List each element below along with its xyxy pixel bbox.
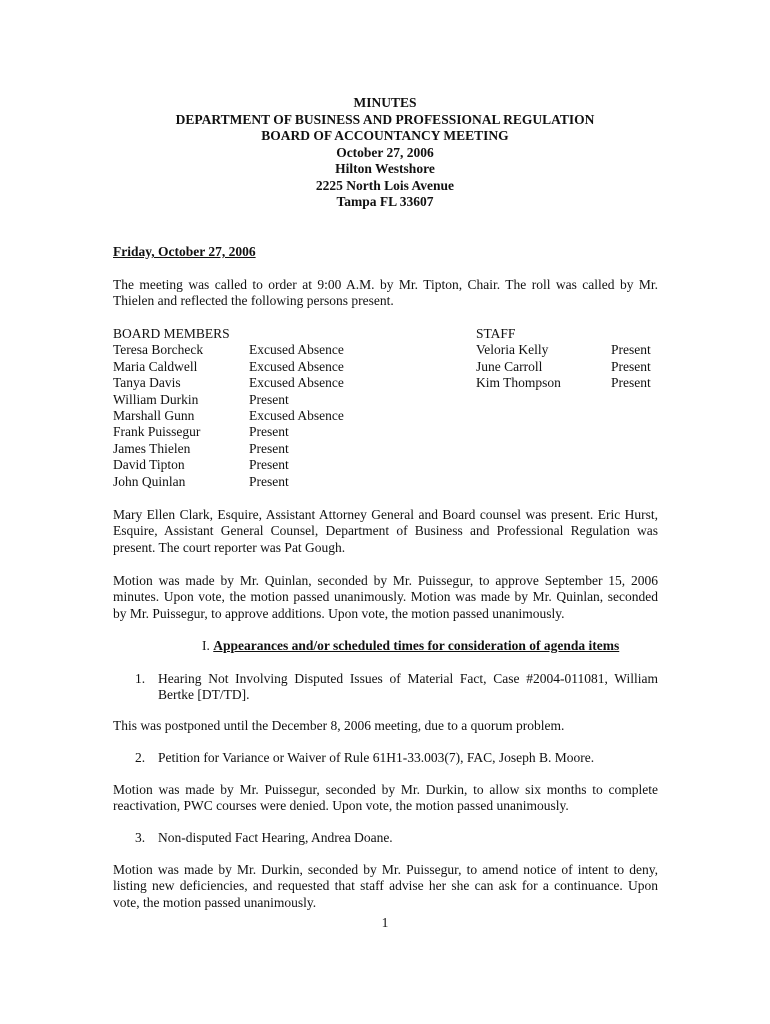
agenda-item-text: Non-disputed Fact Hearing, Andrea Doane. [158, 830, 393, 845]
board-members-statuses [249, 342, 344, 490]
board-member-status: Excused Absence [249, 407, 344, 423]
staff-name: Kim Thompson [476, 375, 561, 391]
staff-name: June Carroll [476, 358, 543, 374]
board-member-name: William Durkin [113, 391, 199, 407]
board-member-status: Present [249, 457, 289, 473]
section-numeral: I. [202, 638, 214, 653]
agenda-item [135, 830, 658, 846]
staff-names [476, 326, 561, 392]
header-venue: Hilton Westshore [335, 161, 435, 176]
board-member-status: Excused Absence [249, 375, 344, 391]
agenda-item-text: Petition for Variance or Waiver of Rule 61H1-33.003(7), FAC, Joseph B. Moore. [158, 750, 595, 765]
board-member-name: Marshall Gunn [113, 407, 195, 423]
agenda-item-number: 2. [135, 750, 146, 765]
staff-status: Present [611, 375, 651, 391]
board-members-names [113, 326, 230, 490]
board-member-name: Maria Caldwell [113, 358, 198, 374]
staff-name: Veloria Kelly [476, 342, 549, 358]
agenda-item-result: Motion was made by Mr. Puissegur, seconded by Mr. Durkin, to allow six months to complete reactivation, PWC courses were denied. Upon vote, the motion passed unanimously. [113, 782, 658, 814]
header-city: Tampa FL 33607 [336, 194, 434, 209]
header-department: DEPARTMENT OF BUSINESS AND PROFESSIONAL REGULATION [175, 111, 595, 127]
date-heading: Friday, October 27, 2006 [113, 244, 256, 259]
board-member-name: Tanya Davis [113, 375, 181, 391]
page-number: 1 [381, 915, 389, 930]
header-board: BOARD OF ACCOUNTANCY MEETING [261, 128, 509, 143]
board-member-status: Present [249, 424, 289, 440]
date-heading-block [113, 244, 658, 260]
board-member-name: Frank Puissegur [113, 424, 201, 440]
header-title: MINUTES [353, 95, 417, 110]
section-title: Appearances and/or scheduled times for consideration of agenda items [213, 638, 620, 653]
agenda-item [135, 750, 658, 766]
minutes-motion-paragraph: Motion was made by Mr. Quinlan, seconded by Mr. Puissegur, to approve September 15, 2006 minutes. Upon vote, the motion passed unanimously. Motion was made by Mr. Quinlan, seconded by Mr. Puissegur, to approve additions. Upon vote, the motion passed unanimously. [113, 573, 658, 621]
board-member-status: Present [249, 440, 289, 456]
board-member-name: David Tipton [113, 457, 185, 473]
board-members-heading: BOARD MEMBERS [113, 326, 230, 341]
agenda-item-number: 1. [135, 671, 146, 686]
agenda-item-result: This was postponed until the December 8, 2006 meeting, due to a quorum problem. [113, 718, 565, 733]
agenda-item-text: Hearing Not Involving Disputed Issues of Material Fact, Case #2004-011081, William Bertke [DT/TD]. [158, 671, 658, 703]
staff-statuses [611, 342, 651, 391]
staff-status: Present [611, 358, 651, 374]
agenda-item [135, 671, 658, 704]
board-member-name: James Thielen [113, 440, 191, 456]
section-heading [202, 638, 662, 654]
board-member-name: Teresa Borcheck [113, 342, 204, 358]
document-header [0, 95, 770, 211]
board-member-status: Present [249, 391, 289, 407]
intro-paragraph: The meeting was called to order at 9:00 A.M. by Mr. Tipton, Chair. The roll was called by Mr. Thielen and reflected the following persons present. [113, 277, 658, 309]
staff-heading: STAFF [476, 326, 516, 341]
board-member-status: Excused Absence [249, 342, 344, 358]
counsel-paragraph: Mary Ellen Clark, Esquire, Assistant Attorney General and Board counsel was present. Eric Hurst, Esquire, Assistant General Counsel, Department of Business and Professional Regulation was present. The court reporter was Pat Gough. [113, 507, 658, 555]
board-member-status: Excused Absence [249, 358, 344, 374]
agenda-item-result: Motion was made by Mr. Durkin, seconded by Mr. Puissegur, to amend notice of intent to deny, listing new deficiencies, and requested that staff advise her she can ask for a continuance. Upon vote, the motion passed unanimously. [113, 862, 658, 910]
board-member-name: John Quinlan [113, 473, 186, 489]
header-street: 2225 North Lois Avenue [315, 177, 455, 193]
board-member-status: Present [249, 473, 289, 489]
staff-status: Present [611, 342, 651, 358]
header-date: October 27, 2006 [336, 144, 434, 160]
agenda-item-number: 3. [135, 830, 146, 845]
